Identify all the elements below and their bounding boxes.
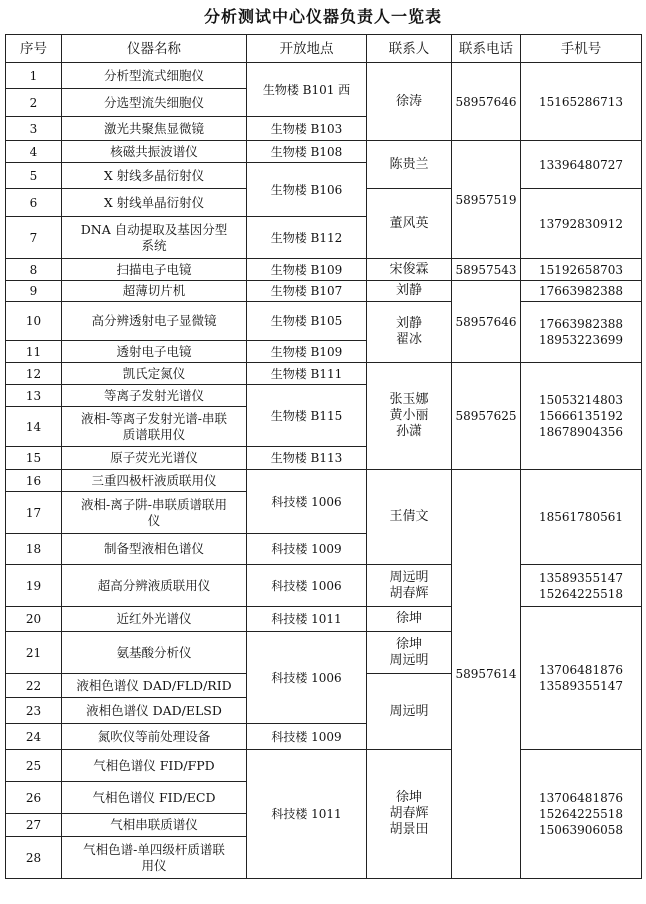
row-number: 27 [6,814,62,837]
contact-cell: 王倩文 [367,470,452,565]
mobile-cell: 13396480727 [521,141,642,189]
location-cell: 科技楼 1011 [247,750,367,879]
instrument-name: 超薄切片机 [62,281,247,302]
mobile-cell: 17663982388 18953223699 [521,302,642,363]
instrument-name: 等离子发射光谱仪 [62,385,247,407]
row-number: 2 [6,89,62,117]
location-cell: 科技楼 1006 [247,470,367,534]
instrument-name: 气相色谱仪 FID/ECD [62,782,247,814]
row-number: 28 [6,837,62,879]
row-number: 25 [6,750,62,782]
table-row [6,281,642,302]
instrument-name: 透射电子电镜 [62,341,247,363]
table-row [6,259,642,281]
phone-cell: 58957646 [452,281,521,363]
instrument-name: DNA 自动提取及基因分型 系统 [62,217,247,259]
instrument-name: 液相色谱仪 DAD/FLD/RID [62,674,247,698]
row-number: 9 [6,281,62,302]
contact-cell: 徐坤 胡春辉 胡景田 [367,750,452,879]
contact-cell: 周远明 [367,674,452,750]
row-number: 20 [6,607,62,632]
location-cell: 科技楼 1009 [247,724,367,750]
mobile-cell: 15192658703 [521,259,642,281]
contact-cell: 刘静 [367,281,452,302]
instrument-name: 气相色谱-单四级杆质谱联 用仪 [62,837,247,879]
row-number: 18 [6,534,62,565]
mobile-cell: 15165286713 [521,63,642,141]
document-title: 分析测试中心仪器负责人一览表 [203,7,442,26]
instrument-name: 液相-等离子发射光谱-串联 质谱联用仪 [62,407,247,447]
table-row [6,565,642,607]
instrument-name: 液相-离子阱-串联质谱联用 仪 [62,492,247,534]
header-row [6,35,642,63]
mobile-cell: 17663982388 [521,281,642,302]
row-number: 8 [6,259,62,281]
location-cell: 科技楼 1006 [247,632,367,724]
row-number: 19 [6,565,62,607]
row-number: 12 [6,363,62,385]
row-number: 26 [6,782,62,814]
mobile-cell: 13706481876 13589355147 [521,607,642,750]
instrument-name: 近红外光谱仪 [62,607,247,632]
row-number: 22 [6,674,62,698]
instrument-name: 超高分辨液质联用仪 [62,565,247,607]
location-cell: 生物楼 B105 [247,302,367,341]
location-cell: 生物楼 B113 [247,447,367,470]
contact-cell: 刘静 翟冰 [367,302,452,363]
instrument-name: 分析型流式细胞仪 [62,63,247,89]
header-no: 序号 [6,35,62,63]
mobile-cell: 13706481876 15264225518 15063906058 [521,750,642,879]
instrument-name: 凯氏定氮仪 [62,363,247,385]
row-number: 11 [6,341,62,363]
location-cell: 生物楼 B107 [247,281,367,302]
mobile-cell: 13589355147 15264225518 [521,565,642,607]
instrument-name: 气相色谱仪 FID/FPD [62,750,247,782]
location-cell: 生物楼 B103 [247,117,367,141]
row-number: 14 [6,407,62,447]
phone-cell: 58957614 [452,470,521,879]
phone-cell: 58957543 [452,259,521,281]
table-row [6,607,642,632]
mobile-cell: 18561780561 [521,470,642,565]
instrument-name: 液相色谱仪 DAD/ELSD [62,698,247,724]
contact-cell: 周远明 胡春辉 [367,565,452,607]
contact-cell: 董风英 [367,189,452,259]
row-number: 6 [6,189,62,217]
row-number: 13 [6,385,62,407]
instrument-table [5,34,642,879]
table-row [6,141,642,163]
row-number: 21 [6,632,62,674]
row-number: 24 [6,724,62,750]
row-number: 17 [6,492,62,534]
phone-cell: 58957625 [452,363,521,470]
instrument-name: 氮吹仪等前处理设备 [62,724,247,750]
location-cell: 生物楼 B109 [247,341,367,363]
location-cell: 科技楼 1009 [247,534,367,565]
instrument-name: 分选型流失细胞仪 [62,89,247,117]
location-cell: 生物楼 B112 [247,217,367,259]
row-number: 1 [6,63,62,89]
contact-cell: 张玉娜 黄小丽 孙潇 [367,363,452,470]
row-number: 5 [6,163,62,189]
phone-cell: 58957519 [452,141,521,259]
row-number: 15 [6,447,62,470]
contact-cell: 徐坤 周远明 [367,632,452,674]
instrument-name: 气相串联质谱仪 [62,814,247,837]
location-cell: 生物楼 B115 [247,385,367,447]
header-location: 开放地点 [247,35,367,63]
header-mobile: 手机号 [521,35,642,63]
header-phone: 联系电话 [452,35,521,63]
location-cell: 科技楼 1006 [247,565,367,607]
instrument-name: X 射线多晶衍射仪 [62,163,247,189]
location-cell: 生物楼 B108 [247,141,367,163]
row-number: 16 [6,470,62,492]
row-number: 7 [6,217,62,259]
instrument-name: 扫描电子电镜 [62,259,247,281]
instrument-name: 制备型液相色谱仪 [62,534,247,565]
contact-cell: 宋俊霖 [367,259,452,281]
location-cell: 生物楼 B106 [247,163,367,217]
instrument-name: 氨基酸分析仪 [62,632,247,674]
table-row [6,750,642,782]
table-row [6,363,642,385]
mobile-cell: 15053214803 15666135192 18678904356 [521,363,642,470]
row-number: 10 [6,302,62,341]
contact-cell: 徐坤 [367,607,452,632]
location-cell: 生物楼 B109 [247,259,367,281]
phone-cell: 58957646 [452,63,521,141]
table-row [6,63,642,89]
instrument-name: 三重四极杆液质联用仪 [62,470,247,492]
instrument-name: X 射线单晶衍射仪 [62,189,247,217]
row-number: 3 [6,117,62,141]
row-number: 23 [6,698,62,724]
header-name: 仪器名称 [62,35,247,63]
row-number: 4 [6,141,62,163]
location-cell: 生物楼 B111 [247,363,367,385]
mobile-cell: 13792830912 [521,189,642,259]
contact-cell: 徐涛 [367,63,452,141]
instrument-name: 激光共聚焦显微镜 [62,117,247,141]
instrument-name: 原子荧光光谱仪 [62,447,247,470]
header-contact: 联系人 [367,35,452,63]
table-row [6,302,642,341]
table-row [6,470,642,492]
contact-cell: 陈贵兰 [367,141,452,189]
instrument-name: 高分辨透射电子显微镜 [62,302,247,341]
instrument-name: 核磁共振波谱仪 [62,141,247,163]
location-cell: 科技楼 1011 [247,607,367,632]
location-cell: 生物楼 B101 西 [247,63,367,117]
